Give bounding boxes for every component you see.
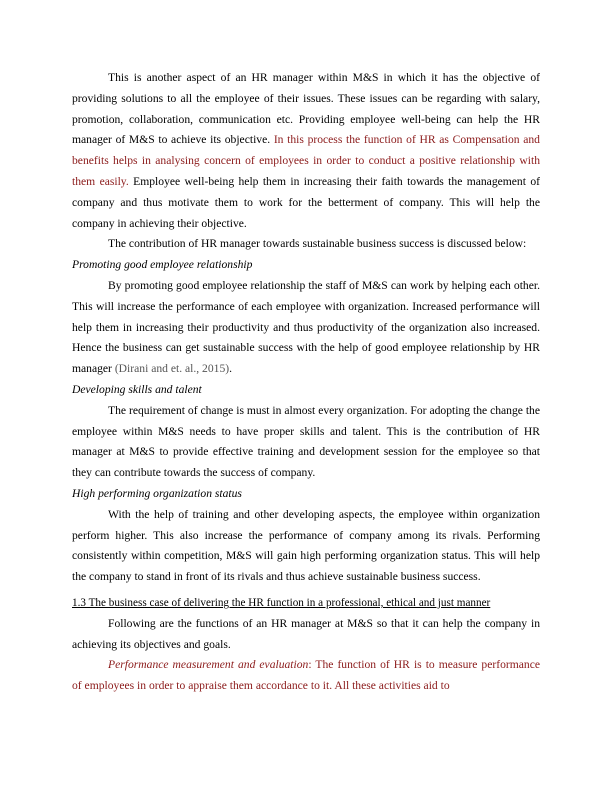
paragraph-skills-talent: The requirement of change is must in almost every organization. For adopting the change the employee within M&S needs to have proper skills and talent. This is the contribution of HR manager at M&S to provide effective training and development session for the employee so that they can contribute towards the success of company. <box>72 403 540 480</box>
document-page <box>72 68 540 697</box>
performance-label: Performance measurement and evaluation <box>108 658 309 672</box>
highlighted-text: In this process the function of HR as Compensation and benefits helps in analysing concern of employees in order to conduct a positive relationship with them easily. <box>72 133 540 188</box>
paragraph-contribution-intro: The contribution of HR manager towards sustainable business success is discussed below: <box>108 237 527 251</box>
paragraph-functions-intro: Following are the functions of an HR manager at M&S so that it can help the company in achieving its objectives and goals. <box>72 616 540 651</box>
citation: (Dirani and et. al., 2015) <box>114 362 230 376</box>
paragraph-employee-wellbeing: This is another aspect of an HR manager within M&S in which it has the objective of providing solutions to all the employee of their issues. These issues can be regarding with salary, promotion, collaboration, communication etc. Providing employee well-being can help the HR manager of M&S to achieve its objective. In this process the function of HR as Compensation and benefits helps in analysing concern of employees in order to conduct a positive relationship with them easily. Employee well-being help them in increasing their faith towards the management of company and thus motivate them to work for the betterment of company. This will help the company in achieving their objective. <box>72 71 540 230</box>
heading-employee-relationship: Promoting good employee relationship <box>72 258 253 272</box>
section-heading-1-3: 1.3 The business case of delivering the HR function in a professional, ethical and just manner <box>72 596 491 609</box>
heading-skills-talent: Developing skills and talent <box>72 382 202 396</box>
heading-high-performing: High performing organization status <box>72 486 242 500</box>
paragraph-employee-relationship: By promoting good employee relationship the staff of M&S can work by helping each other. This will increase the performance of each employee with organization. Increased performance will help them in increasing their productivity and thus productivity of the organization also increased. Hence the business can get sustainable success with the help of good employee relationship by HR manager (Dirani and et. al., 2015). <box>72 278 540 376</box>
paragraph-high-performing: With the help of training and other developing aspects, the employee within organization perform higher. This also increase the performance of company among its rivals. Performing consistently within competition, M&S will gain high performing organization status. This will help the company to stand in front of its rivals and thus achieve sustainable business success. <box>72 507 540 584</box>
paragraph-performance-measurement: Performance measurement and evaluation: The function of HR is to measure performance of employees in order to appraise them accordance to it. All these activities aid to <box>72 658 540 693</box>
